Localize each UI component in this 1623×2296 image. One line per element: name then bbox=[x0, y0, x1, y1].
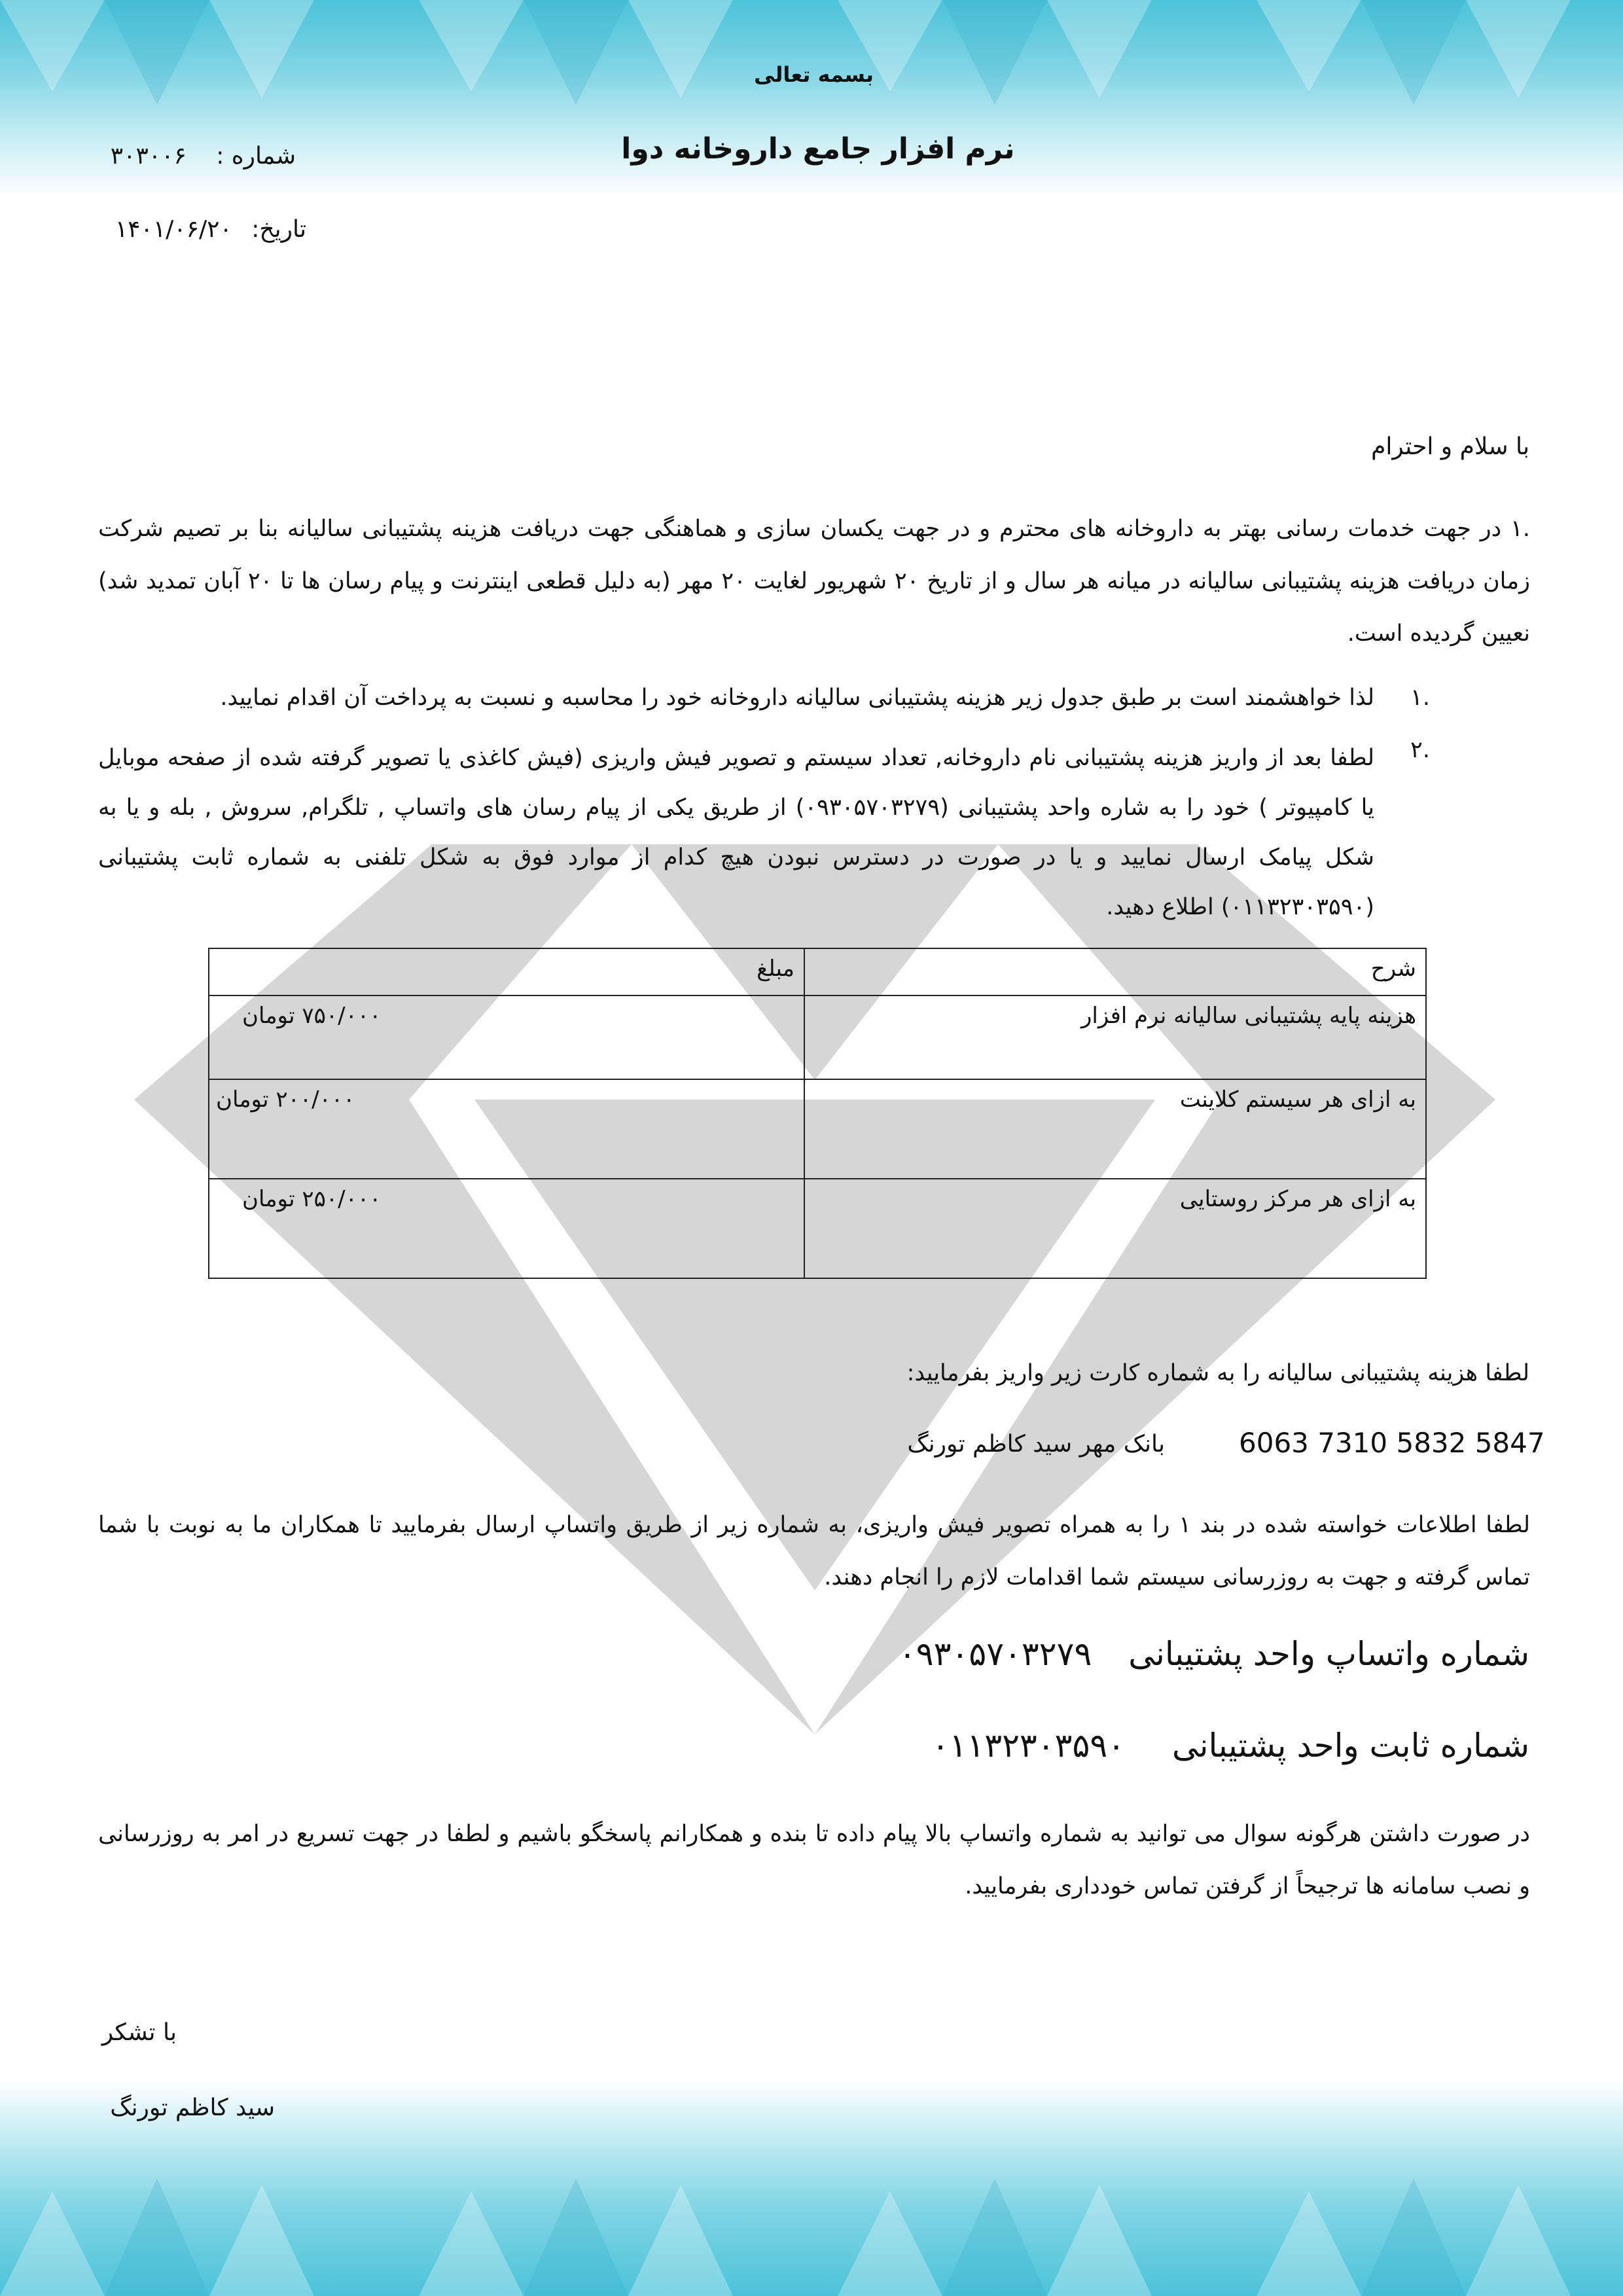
row-description: به ازای هر مرکز روستایی bbox=[804, 1179, 1426, 1278]
payment-instruction: لطفا هزینه پشتیبانی سالیانه را به شماره کارت زیر واریز بفرمایید: bbox=[906, 1360, 1529, 1386]
row-description: به ازای هر سیستم کلاینت bbox=[804, 1079, 1426, 1179]
list-item-2: لطفا بعد از واریز هزینه پشتیبانی نام داروخانه, تعداد سیستم و تصویر فیش واریزی (فیش کاغذی یا تصویر گرفته شده از صفحه موبایل یا کامپیوتر ) خود را به شاره واحد پشتیبانی (۰۹۳۰۵۷۰۳۲۷۹) از طریق یکی از پیام رسان های واتساپ , تلگرام, سروش , بله و یا به شکل پیامک ارسال نمایید و یا در صورت در دسترس نبودن هیچ کدام از موارد فوق به شکل تلفنی به شماره ثابت پشتیبانی (۰۱۱۳۲۳۰۳۵۹۰) اطلاع دهید. bbox=[98, 745, 1374, 920]
thanks: با تشکر bbox=[101, 2019, 177, 2046]
invocation: بسمه تعالی bbox=[753, 62, 874, 87]
list-item-1-marker: .۱ bbox=[1410, 685, 1430, 711]
greeting: با سلام و احترام bbox=[1371, 433, 1529, 460]
bank-info: بانک مهر سید کاظم تورنگ bbox=[907, 1431, 1165, 1458]
card-number: 6063 7310 5832 5847 bbox=[1239, 1427, 1545, 1459]
landline-contact bbox=[932, 1727, 1529, 1765]
table-header-row bbox=[209, 948, 1426, 996]
row-amount: ۲۵۰/۰۰۰ تومان bbox=[209, 1179, 804, 1278]
list-item-2-marker: .۲ bbox=[1410, 737, 1430, 763]
table-row bbox=[209, 996, 1426, 1079]
letter-number-label: شماره : bbox=[216, 143, 296, 170]
letter-date-label: تاریخ: bbox=[251, 216, 306, 243]
intro-paragraph: .۱ در جهت خدمات رسانی بهتر به داروخانه های محترم و در جهت یکسان سازی و هماهنگی جهت دریافت هزینه پشتیبانی سالیانه بنا بر تصیم شرکت زمان دریافت هزینه پشتیبانی سالیانه در میانه هر سال و از تاریخ ۲۰ شهریور لغایت ۲۰ مهر (به دلیل قطعی اینترنت و پیام رسان ها تا ۲۰ آبان تمدید شد) نعیین گردیده است. bbox=[98, 516, 1530, 647]
row-amount: ۷۵۰/۰۰۰ تومان bbox=[209, 996, 804, 1079]
payment-followup: لطفا اطلاعات خواسته شده در بند ۱ را به همراه تصویر فیش واریزی، به شماره زیر از طریق واتساپ ارسال بفرمایید تا همکاران ما به نوبت با شما تماس گرفته و جهت به روزرسانی سیستم شما اقدامات لازم را انجام دهند. bbox=[98, 1512, 1530, 1590]
table-row bbox=[209, 1079, 1426, 1179]
row-amount: ۲۰۰/۰۰۰ تومان bbox=[209, 1079, 804, 1179]
table-row bbox=[209, 1179, 1426, 1278]
whatsapp-contact bbox=[899, 1635, 1529, 1673]
row-description: هزینه پایه پشتیبانی سالیانه نرم افزار bbox=[804, 996, 1426, 1079]
signature: سید کاظم تورنگ bbox=[110, 2094, 275, 2121]
column-header-description: شرح bbox=[804, 948, 1426, 996]
letter-date-value: ۱۴۰۱/۰۶/۲۰ bbox=[115, 216, 232, 243]
letter-number-value: ۳۰۳۰۰۶ bbox=[110, 143, 187, 170]
whatsapp-number: ۰۹۳۰۵۷۰۳۲۷۹ bbox=[898, 1635, 1092, 1673]
document-title: نرم افزار جامع داروخانه دوا bbox=[621, 132, 1015, 166]
list-item-1: لذا خواهشمند است بر طبق جدول زیر هزینه پشتیبانی سالیانه داروخانه خود را محاسبه و نسبت به پرداخت آن اقدام نمایید. bbox=[220, 685, 1374, 711]
fee-table bbox=[208, 948, 1427, 1279]
column-header-amount: مبلغ bbox=[209, 948, 804, 996]
landline-label: شماره ثابت واحد پشتیبانی bbox=[1171, 1727, 1529, 1765]
whatsapp-label: شماره واتساپ واحد پشتیبانی bbox=[1128, 1635, 1529, 1673]
closing-note: در صورت داشتن هرگونه سوال می توانید به شماره واتساپ بالا پیام داده تا بنده و همکارانم پاسخگو باشیم و لطفا در جهت تسریع در امر به روزرسانی و نصب سامانه ها ترجیحاً از گرفتن تماس خودداری بفرمایید. bbox=[98, 1821, 1530, 1899]
letter-number bbox=[111, 143, 296, 170]
letter-date bbox=[115, 216, 306, 243]
landline-number: ۰۱۱۳۲۳۰۳۵۹۰ bbox=[931, 1727, 1126, 1765]
